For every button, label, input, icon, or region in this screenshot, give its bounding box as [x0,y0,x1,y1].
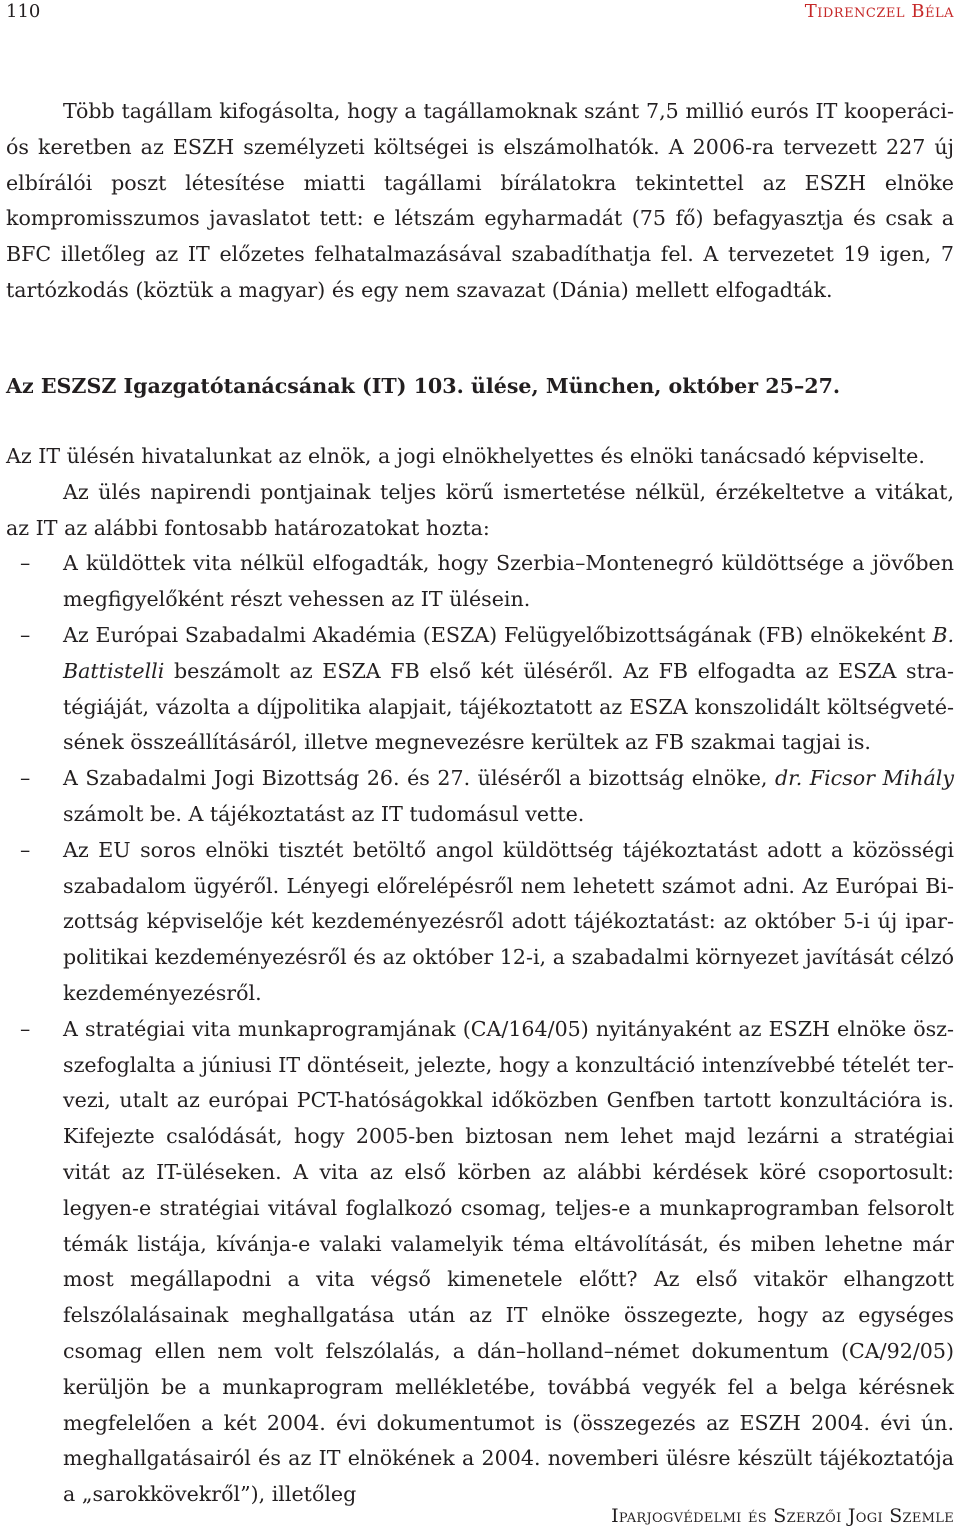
dash-bullet: – [20,837,31,862]
person-name: B. Battistelli [63,622,954,683]
list-item [6,761,954,833]
list-item [6,546,954,618]
dash-bullet: – [20,622,31,647]
decision-list [6,546,954,1513]
running-head-author: Tidrenczel Béla [804,1,954,22]
list-item-text: Az Európai Szabadalmi Akadémia (ESZA) Felügyelőbizottságának (FB) elnökeként [63,622,933,647]
person-name: dr. Ficsor Mihály [774,766,954,791]
section-paragraph-2: Az ülés napirendi pontjainak teljes körű ismertetése nélkül, érzékeltetve a vitákat, az IT az alábbi fontosabb határozatokat hozta: [6,479,954,540]
dash-bullet: – [20,1016,31,1041]
list-item [6,618,954,761]
dash-bullet: – [20,766,31,791]
list-item-text: Az EU soros elnöki tisztét betöltő angol küldöttség tájékoztatást adott a közösségi szabadalom ügyéről. Lényegi előrelépésről nem lehetett számot adni. Az Európai Bizottság képviselője két kezdeményezésről adott tájékoztatást: az október 5-i új iparpolitikai kezdeményezésről és az október 12-i, a szabadalmi környezet javítását célzó kezdeményezésről. [63,837,954,1005]
dash-bullet: – [20,551,31,576]
list-item-text: beszámolt az ESZA FB első két üléséről. Az FB elfogadta az ESZA stratégiáját, vázolta a díjpolitika alapjait, tájékoztatott az ESZA konszolidált költségvetésének összeállításáról, illetve megnevezésre kerültek az FB szakmai tagjai is. [63,658,954,755]
list-item-text: A stratégiai vita munkaprogramjának (CA/164/05) nyitányaként az ESZH elnöke öszszefoglalta a júniusi IT döntéseit, jelezte, hogy a konzultáció intenzívebbé tételét tervezi, utalt az európai PCT-hatóságokkal időközben Genfben tartott konzultációra is. Kifejezte csalódását, hogy 2005-ben biztosan nem lehet majd lezárni a stratégiai vitát az IT-üléseken. A vita az első körben az alábbi kérdések köré csoportosult: legyen-e stratégiai vitával foglalkozó csomag, teljes-e a munkaprogramban felsorolt témák listája, kívánja-e valaki valamelyik téma eltávolítását, és miben lehetne már most megállapodni a vita végső kimenetele előtt? Az első vitakör elhangzott felszólalásainak meghallgatása után az IT elnöke összegezte, hogy az egységes csomag ellen nem volt felszólalás, a dán–holland–német dokumentum (CA/92/05) kerüljön be a munkaprogram mellékletébe, továbbá vegyék fel a belga kérésnek megfelelően a két 2004. évi dokumentumot is (összegezés az ESZH 2004. évi ún. meghallgatásairól és az IT elnökének a 2004. novemberi ülésre készült tájékoztatója a „sarokkövekről”), illetőleg [63,1016,954,1507]
list-item [6,833,954,1012]
intro-section [6,94,954,309]
page-header [6,1,954,23]
intro-paragraph: Több tagállam kifogásolta, hogy a tagállamoknak szánt 7,5 millió eurós IT kooperációs keretben az ESZH személyzeti költségei is elszámolhatók. A 2006-ra tervezett 227 új elbírálói poszt létesítése miatti tagállami bírálatokra tekintettel az ESZH elnöke kompromisszumos javaslatot tett: e létszám egyharmadát (75 fő) befagyasztja és csak a BFC illetőleg az IT előzetes felhatalmazásával szabadíthatja fel. A tervezetet 19 igen, 7 tartózkodás (köztük a magyar) és egy nem szavazat (Dánia) mellett elfogadták. [6,99,954,302]
list-item-text: A Szabadalmi Jogi Bizottság 26. és 27. üléséről a bizottság elnöke, [63,766,775,791]
section-heading: Az ESZSZ Igazgatótanácsának (IT) 103. ülése, München, október 25–27. [6,374,841,398]
section-paragraph-1: Az IT ülésén hivatalunkat az elnök, a jogi elnökhelyettes és elnöki tanácsadó képviselte. [6,444,925,468]
page-number: 110 [6,1,41,22]
journal-footer: Iparjogvédelmi és Szerzői Jogi Szemle [611,1505,954,1527]
section-body [6,439,954,1513]
list-item-text: A küldöttek vita nélkül elfogadták, hogy Szerbia–Montenegró küldöttsége a jövőben megfigyelőként részt vehessen az IT ülésein. [63,551,954,612]
list-item-text: számolt be. A tájékoztatást az IT tudomásul vette. [63,801,585,826]
list-item [6,1012,954,1513]
